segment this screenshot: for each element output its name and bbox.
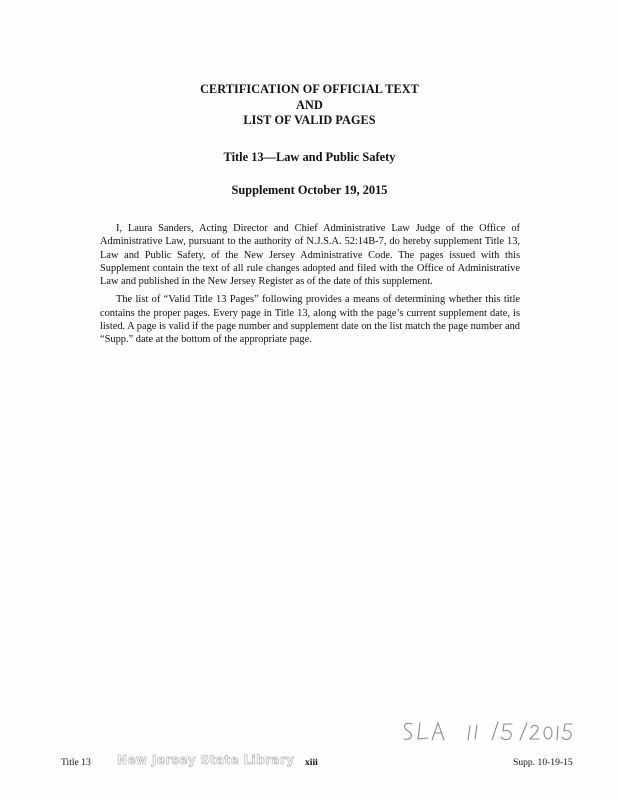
footer-title-label: Title 13 [61, 757, 91, 768]
library-watermark: New Jersey State Library [117, 753, 295, 767]
paragraph-valid-pages: The list of “Valid Title 13 Pages” following provides a means of determining whether this title contains the proper pages. Every page in Title 13, along with the page’s current supplement date, is listed. A page is valid if the page number and supplement date on the list match the page number and “Supp.” date at the bottom of the appropriate page. [100, 294, 520, 346]
title-line-2: AND [296, 97, 323, 112]
title-line-3: LIST OF VALID PAGES [243, 113, 376, 127]
footer-page-number: xiii [305, 757, 318, 768]
title-line-1: CERTIFICATION OF OFFICIAL TEXT [200, 82, 419, 96]
certification-body [100, 222, 520, 352]
title-subject-heading: Title 13—Law and Public Safety [223, 150, 396, 164]
handwritten-note-mark [400, 718, 575, 746]
certification-title [0, 82, 619, 129]
paragraph-certification: I, Laura Sanders, Acting Director and Chief Administrative Law Judge of the Office of Administrative Law, pursuant to the authority of N.J.S.A. 52:14B-7, do hereby supplement Title 13, Law and Public Safety, of the New Jersey Administrative Code. The pages issued with this Supplement contain the text of all rule changes adopted and filed with the Office of Administrative Law and published in the New Jersey Register as of the date of this supplement. [100, 223, 520, 288]
footer-supplement-date: Supp. 10-19-15 [513, 757, 573, 768]
supplement-date-heading: Supplement October 19, 2015 [231, 183, 388, 197]
